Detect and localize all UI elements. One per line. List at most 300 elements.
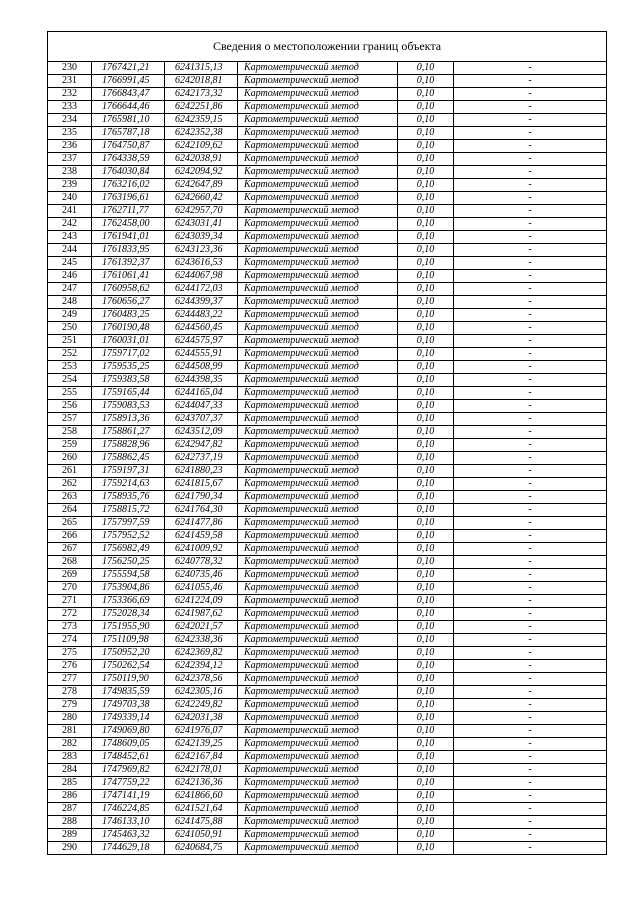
accuracy-cell: 0,10 — [398, 790, 454, 803]
note-cell: - — [454, 361, 607, 374]
accuracy-cell: 0,10 — [398, 400, 454, 413]
note-cell: - — [454, 166, 607, 179]
accuracy-cell: 0,10 — [398, 335, 454, 348]
method-cell: Картометрический метод — [238, 777, 398, 790]
accuracy-cell: 0,10 — [398, 166, 454, 179]
method-cell: Картометрический метод — [238, 75, 398, 88]
note-cell: - — [454, 101, 607, 114]
coord-x-cell: 1748452,61 — [92, 751, 165, 764]
note-cell: - — [454, 530, 607, 543]
table-row — [48, 543, 606, 556]
method-cell: Картометрический метод — [238, 751, 398, 764]
table-row — [48, 439, 606, 452]
point-number-cell: 267 — [48, 543, 92, 556]
accuracy-cell: 0,10 — [398, 491, 454, 504]
note-cell: - — [454, 777, 607, 790]
coord-y-cell: 6244508,99 — [165, 361, 238, 374]
coord-x-cell: 1747141,19 — [92, 790, 165, 803]
accuracy-cell: 0,10 — [398, 309, 454, 322]
coord-x-cell: 1758913,36 — [92, 413, 165, 426]
accuracy-cell: 0,10 — [398, 829, 454, 842]
coord-x-cell: 1750952,20 — [92, 647, 165, 660]
table-row — [48, 790, 606, 803]
point-number-cell: 258 — [48, 426, 92, 439]
point-number-cell: 273 — [48, 621, 92, 634]
accuracy-cell: 0,10 — [398, 751, 454, 764]
table-row — [48, 569, 606, 582]
table-row — [48, 218, 606, 231]
table-row — [48, 62, 606, 75]
point-number-cell: 283 — [48, 751, 92, 764]
coord-y-cell: 6242178,01 — [165, 764, 238, 777]
coord-y-cell: 6242359,15 — [165, 114, 238, 127]
method-cell: Картометрический метод — [238, 62, 398, 75]
point-number-cell: 237 — [48, 153, 92, 166]
table-row — [48, 257, 606, 270]
point-number-cell: 249 — [48, 309, 92, 322]
table-row — [48, 660, 606, 673]
accuracy-cell: 0,10 — [398, 504, 454, 517]
method-cell: Картометрический метод — [238, 374, 398, 387]
note-cell: - — [454, 75, 607, 88]
note-cell: - — [454, 179, 607, 192]
coord-x-cell: 1760958,62 — [92, 283, 165, 296]
method-cell: Картометрический метод — [238, 829, 398, 842]
coord-y-cell: 6242018,81 — [165, 75, 238, 88]
note-cell: - — [454, 231, 607, 244]
point-number-cell: 230 — [48, 62, 92, 75]
coord-x-cell: 1762458,00 — [92, 218, 165, 231]
method-cell: Картометрический метод — [238, 478, 398, 491]
note-cell: - — [454, 335, 607, 348]
accuracy-cell: 0,10 — [398, 231, 454, 244]
coord-y-cell: 6241521,64 — [165, 803, 238, 816]
coord-x-cell: 1749703,38 — [92, 699, 165, 712]
table-row — [48, 283, 606, 296]
coord-y-cell: 6241315,13 — [165, 62, 238, 75]
point-number-cell: 253 — [48, 361, 92, 374]
point-number-cell: 286 — [48, 790, 92, 803]
point-number-cell: 248 — [48, 296, 92, 309]
coord-x-cell: 1760483,25 — [92, 309, 165, 322]
table-row — [48, 634, 606, 647]
point-number-cell: 231 — [48, 75, 92, 88]
note-cell: - — [454, 647, 607, 660]
method-cell: Картометрический метод — [238, 283, 398, 296]
accuracy-cell: 0,10 — [398, 101, 454, 114]
coord-x-cell: 1763216,02 — [92, 179, 165, 192]
coord-x-cell: 1759197,31 — [92, 465, 165, 478]
method-cell: Картометрический метод — [238, 153, 398, 166]
coord-x-cell: 1760190,48 — [92, 322, 165, 335]
coord-y-cell: 6241459,58 — [165, 530, 238, 543]
coord-x-cell: 1764750,87 — [92, 140, 165, 153]
table-row — [48, 374, 606, 387]
accuracy-cell: 0,10 — [398, 569, 454, 582]
point-number-cell: 276 — [48, 660, 92, 673]
point-number-cell: 256 — [48, 400, 92, 413]
accuracy-cell: 0,10 — [398, 660, 454, 673]
accuracy-cell: 0,10 — [398, 530, 454, 543]
point-number-cell: 266 — [48, 530, 92, 543]
note-cell: - — [454, 270, 607, 283]
point-number-cell: 243 — [48, 231, 92, 244]
coord-x-cell: 1765787,18 — [92, 127, 165, 140]
coord-y-cell: 6241790,34 — [165, 491, 238, 504]
coord-y-cell: 6242031,38 — [165, 712, 238, 725]
table-row — [48, 127, 606, 140]
coord-x-cell: 1766991,45 — [92, 75, 165, 88]
table-row — [48, 114, 606, 127]
coord-y-cell: 6242249,82 — [165, 699, 238, 712]
note-cell: - — [454, 738, 607, 751]
table-row — [48, 699, 606, 712]
method-cell: Картометрический метод — [238, 465, 398, 478]
note-cell: - — [454, 829, 607, 842]
table-row — [48, 179, 606, 192]
coord-y-cell: 6241987,62 — [165, 608, 238, 621]
method-cell: Картометрический метод — [238, 816, 398, 829]
note-cell: - — [454, 465, 607, 478]
point-number-cell: 270 — [48, 582, 92, 595]
point-number-cell: 280 — [48, 712, 92, 725]
accuracy-cell: 0,10 — [398, 88, 454, 101]
accuracy-cell: 0,10 — [398, 257, 454, 270]
note-cell: - — [454, 699, 607, 712]
table-row — [48, 751, 606, 764]
table-row — [48, 491, 606, 504]
method-cell: Картометрический метод — [238, 699, 398, 712]
accuracy-cell: 0,10 — [398, 699, 454, 712]
method-cell: Картометрический метод — [238, 803, 398, 816]
boundary-table-sheet — [47, 31, 607, 855]
accuracy-cell: 0,10 — [398, 816, 454, 829]
accuracy-cell: 0,10 — [398, 725, 454, 738]
accuracy-cell: 0,10 — [398, 842, 454, 855]
table-row — [48, 192, 606, 205]
table-row — [48, 712, 606, 725]
point-number-cell: 233 — [48, 101, 92, 114]
coord-x-cell: 1751109,98 — [92, 634, 165, 647]
point-number-cell: 287 — [48, 803, 92, 816]
table-row — [48, 816, 606, 829]
method-cell: Картометрический метод — [238, 192, 398, 205]
coord-y-cell: 6243512,09 — [165, 426, 238, 439]
coord-x-cell: 1763196,61 — [92, 192, 165, 205]
table-row — [48, 725, 606, 738]
table-row — [48, 452, 606, 465]
coord-y-cell: 6244560,45 — [165, 322, 238, 335]
note-cell: - — [454, 504, 607, 517]
note-cell: - — [454, 400, 607, 413]
coord-y-cell: 6242352,38 — [165, 127, 238, 140]
coord-y-cell: 6240684,75 — [165, 842, 238, 855]
coord-y-cell: 6243616,53 — [165, 257, 238, 270]
accuracy-cell: 0,10 — [398, 283, 454, 296]
method-cell: Картометрический метод — [238, 738, 398, 751]
method-cell: Картометрический метод — [238, 205, 398, 218]
point-number-cell: 236 — [48, 140, 92, 153]
coord-y-cell: 6244483,22 — [165, 309, 238, 322]
coord-y-cell: 6241976,07 — [165, 725, 238, 738]
coord-y-cell: 6244047,33 — [165, 400, 238, 413]
point-number-cell: 255 — [48, 387, 92, 400]
table-row — [48, 647, 606, 660]
table-row — [48, 673, 606, 686]
note-cell: - — [454, 426, 607, 439]
note-cell: - — [454, 114, 607, 127]
note-cell: - — [454, 673, 607, 686]
point-number-cell: 260 — [48, 452, 92, 465]
note-cell: - — [454, 439, 607, 452]
method-cell: Картометрический метод — [238, 218, 398, 231]
table-row — [48, 387, 606, 400]
note-cell: - — [454, 205, 607, 218]
note-cell: - — [454, 127, 607, 140]
method-cell: Картометрический метод — [238, 530, 398, 543]
table-row — [48, 465, 606, 478]
coord-y-cell: 6242369,82 — [165, 647, 238, 660]
method-cell: Картометрический метод — [238, 621, 398, 634]
coord-x-cell: 1746224,85 — [92, 803, 165, 816]
method-cell: Картометрический метод — [238, 647, 398, 660]
point-number-cell: 265 — [48, 517, 92, 530]
point-number-cell: 271 — [48, 595, 92, 608]
coord-x-cell: 1757952,52 — [92, 530, 165, 543]
accuracy-cell: 0,10 — [398, 465, 454, 478]
note-cell: - — [454, 556, 607, 569]
accuracy-cell: 0,10 — [398, 270, 454, 283]
method-cell: Картометрический метод — [238, 725, 398, 738]
coord-x-cell: 1753904,86 — [92, 582, 165, 595]
coord-y-cell: 6242038,91 — [165, 153, 238, 166]
table-row — [48, 205, 606, 218]
note-cell: - — [454, 543, 607, 556]
coord-x-cell: 1765981,10 — [92, 114, 165, 127]
point-number-cell: 259 — [48, 439, 92, 452]
coord-y-cell: 6242109,62 — [165, 140, 238, 153]
point-number-cell: 288 — [48, 816, 92, 829]
coord-x-cell: 1761392,37 — [92, 257, 165, 270]
method-cell: Картометрический метод — [238, 660, 398, 673]
coord-x-cell: 1764338,59 — [92, 153, 165, 166]
point-number-cell: 268 — [48, 556, 92, 569]
table-row — [48, 75, 606, 88]
accuracy-cell: 0,10 — [398, 803, 454, 816]
point-number-cell: 254 — [48, 374, 92, 387]
note-cell: - — [454, 686, 607, 699]
table-row — [48, 296, 606, 309]
coord-y-cell: 6243039,34 — [165, 231, 238, 244]
table-row — [48, 400, 606, 413]
coord-x-cell: 1750119,90 — [92, 673, 165, 686]
coord-y-cell: 6244172,03 — [165, 283, 238, 296]
point-number-cell: 274 — [48, 634, 92, 647]
coord-x-cell: 1744629,18 — [92, 842, 165, 855]
accuracy-cell: 0,10 — [398, 140, 454, 153]
accuracy-cell: 0,10 — [398, 127, 454, 140]
coord-x-cell: 1757997,59 — [92, 517, 165, 530]
note-cell: - — [454, 192, 607, 205]
coord-x-cell: 1747969,82 — [92, 764, 165, 777]
coord-x-cell: 1758862,45 — [92, 452, 165, 465]
method-cell: Картометрический метод — [238, 296, 398, 309]
accuracy-cell: 0,10 — [398, 634, 454, 647]
method-cell: Картометрический метод — [238, 166, 398, 179]
point-number-cell: 289 — [48, 829, 92, 842]
note-cell: - — [528, 842, 532, 853]
coord-x-cell: 1758935,76 — [92, 491, 165, 504]
accuracy-cell: 0,10 — [398, 738, 454, 751]
coord-x-cell: 1759165,44 — [92, 387, 165, 400]
table-row — [48, 803, 606, 816]
note-cell: - — [454, 348, 607, 361]
coord-x-cell: 1760656,27 — [92, 296, 165, 309]
note-cell: - — [454, 491, 607, 504]
coord-y-cell: 6242305,16 — [165, 686, 238, 699]
coord-y-cell: 6242737,19 — [165, 452, 238, 465]
table-row — [48, 166, 606, 179]
coord-x-cell: 1764030,84 — [92, 166, 165, 179]
accuracy-cell: 0,10 — [398, 296, 454, 309]
accuracy-cell: 0,10 — [398, 387, 454, 400]
coord-x-cell: 1759535,25 — [92, 361, 165, 374]
accuracy-cell: 0,10 — [398, 686, 454, 699]
coord-y-cell: 6243031,41 — [165, 218, 238, 231]
note-cell: - — [454, 374, 607, 387]
coord-y-cell: 6242647,89 — [165, 179, 238, 192]
note-cell: - — [454, 725, 607, 738]
point-number-cell: 263 — [48, 491, 92, 504]
method-cell: Картометрический метод — [238, 322, 398, 335]
coord-x-cell: 1745463,32 — [92, 829, 165, 842]
coord-x-cell: 1746133,10 — [92, 816, 165, 829]
accuracy-cell: 0,10 — [398, 153, 454, 166]
table-body — [48, 62, 606, 854]
note-cell: - — [454, 569, 607, 582]
coord-x-cell: 1758861,27 — [92, 426, 165, 439]
accuracy-cell: 0,10 — [398, 621, 454, 634]
method-cell: Картометрический метод — [238, 673, 398, 686]
method-cell: Картометрический метод — [238, 387, 398, 400]
table-row — [48, 777, 606, 790]
coord-y-cell: 6244575,97 — [165, 335, 238, 348]
point-number-cell: 285 — [48, 777, 92, 790]
method-cell: Картометрический метод — [238, 244, 398, 257]
accuracy-cell: 0,10 — [398, 595, 454, 608]
method-cell: Картометрический метод — [238, 270, 398, 283]
table-row — [48, 322, 606, 335]
point-number-cell: 252 — [48, 348, 92, 361]
note-cell: - — [454, 257, 607, 270]
table-row — [48, 582, 606, 595]
coord-x-cell: 1750262,54 — [92, 660, 165, 673]
coord-x-cell: 1761833,95 — [92, 244, 165, 257]
table-row — [48, 101, 606, 114]
coord-x-cell: 1762711,77 — [92, 205, 165, 218]
note-cell: - — [454, 387, 607, 400]
accuracy-cell: 0,10 — [398, 413, 454, 426]
method-cell: Картометрический метод — [238, 413, 398, 426]
point-number-cell: 235 — [48, 127, 92, 140]
method-cell: Картометрический метод — [238, 335, 398, 348]
note-cell: - — [454, 244, 607, 257]
method-cell: Картометрический метод — [238, 88, 398, 101]
note-cell: - — [454, 712, 607, 725]
table-row — [48, 608, 606, 621]
coord-y-cell: 6242139,25 — [165, 738, 238, 751]
boundary-points-table — [48, 62, 606, 854]
coord-y-cell: 6241055,46 — [165, 582, 238, 595]
method-cell: Картометрический метод — [238, 309, 398, 322]
accuracy-cell: 0,10 — [398, 712, 454, 725]
method-cell: Картометрический метод — [238, 361, 398, 374]
coord-y-cell: 6242251,86 — [165, 101, 238, 114]
point-number-cell: 234 — [48, 114, 92, 127]
coord-x-cell: 1747759,22 — [92, 777, 165, 790]
table-row — [48, 829, 606, 842]
table-row — [48, 517, 606, 530]
point-number-cell: 242 — [48, 218, 92, 231]
note-cell: - — [454, 413, 607, 426]
table-row — [48, 309, 606, 322]
note-cell: - — [454, 452, 607, 465]
coord-x-cell: 1752028,34 — [92, 608, 165, 621]
coord-y-cell: 6244399,37 — [165, 296, 238, 309]
table-row — [48, 413, 606, 426]
method-cell: Картометрический метод — [238, 127, 398, 140]
table-row — [48, 153, 606, 166]
coord-y-cell: 6242957,70 — [165, 205, 238, 218]
accuracy-cell: 0,10 — [398, 62, 454, 75]
coord-x-cell: 1748609,05 — [92, 738, 165, 751]
coord-y-cell: 6241009,92 — [165, 543, 238, 556]
accuracy-cell: 0,10 — [398, 361, 454, 374]
method-cell: Картометрический метод — [238, 400, 398, 413]
coord-x-cell: 1766644,46 — [92, 101, 165, 114]
coord-y-cell: 6241477,86 — [165, 517, 238, 530]
method-cell: Картометрический метод — [238, 452, 398, 465]
point-number-cell: 264 — [48, 504, 92, 517]
point-number-cell: 251 — [48, 335, 92, 348]
coord-x-cell: 1759383,58 — [92, 374, 165, 387]
note-cell: - — [454, 62, 607, 75]
accuracy-cell: 0,10 — [398, 608, 454, 621]
coord-x-cell: 1759717,02 — [92, 348, 165, 361]
method-cell: Картометрический метод — [238, 491, 398, 504]
point-number-cell: 262 — [48, 478, 92, 491]
point-number-cell: 269 — [48, 569, 92, 582]
note-cell: - — [454, 582, 607, 595]
coord-x-cell: 1758828,96 — [92, 439, 165, 452]
method-cell: Картометрический метод — [238, 426, 398, 439]
coord-y-cell: 6243707,37 — [165, 413, 238, 426]
accuracy-cell: 0,10 — [398, 582, 454, 595]
point-number-cell: 284 — [48, 764, 92, 777]
note-cell: - — [454, 816, 607, 829]
coord-x-cell: 1751955,90 — [92, 621, 165, 634]
coord-y-cell: 6241224,09 — [165, 595, 238, 608]
note-cell: - — [454, 153, 607, 166]
accuracy-cell: 0,10 — [398, 452, 454, 465]
coord-y-cell: 6241475,88 — [165, 816, 238, 829]
table-row — [48, 140, 606, 153]
table-row — [48, 556, 606, 569]
point-number-cell: 246 — [48, 270, 92, 283]
method-cell: Картометрический метод — [238, 686, 398, 699]
coord-x-cell: 1759214,63 — [92, 478, 165, 491]
accuracy-cell: 0,10 — [398, 777, 454, 790]
